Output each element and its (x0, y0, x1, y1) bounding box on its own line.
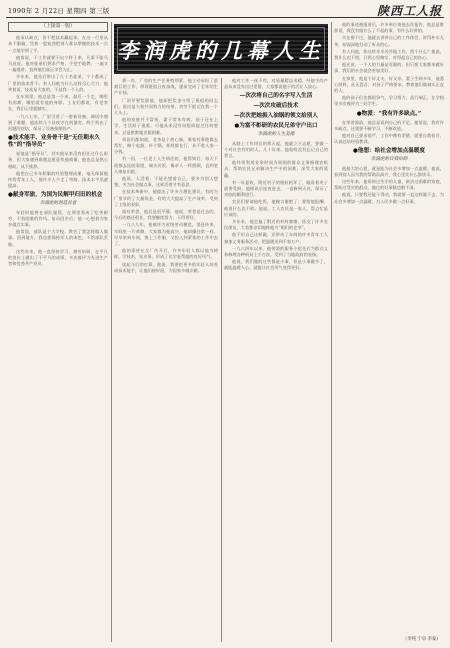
article-column-3: 他对工作一丝不苟，对质量精益求精，经他手的产品从来没有出过差错，大家都说他干的活让人放心。 —次次将自己的名字写入生活 —次次攻破后技术 —次次把她振入油锅的领文给别人 ●为富不彰研的农民兄弟守户出口 李润虎的人生美德 从踏上工作岗位的那天起，他就立下志愿，要做一个对社会有用的人。几十年来，他始终没有忘记自己的誓言。 他经常利用业余时间为周围的群众义务修理农机具，帮助农民兄弟解决生产中的困难，深受大家的爱戴。 有一年夏收，附近村子的脱粒机坏了，眼看着麦子就要受损，他闻讯后连夜赶去，一直修到天亮，保证了麦收的顺利进行。 农民们要请他吃饭，他婉言谢绝了；要给他报酬，他说什么也不收。他说，工人农民是一家人，帮点忙是应该的。 多年来，他走遍了附近的村村寨寨，结交了许多农民朋友，大家都亲切地称他为“咱们的老李”。 他不但自己这样做，还带动了车间的许多青年工人参加义务服务活动，把温暖送到千家万户。 一九八四年以来，他带领的服务小组先后为群众义务修理各种机具上千台次，受到了当地政府的表扬。 他说，我们做的这些都是小事，但是小事做多了，就能温暖人心，就能让社会风气变得更好。 (224, 78, 328, 271)
section-heading: —次次将自己的名字写入生活 (239, 93, 313, 100)
masthead (6, 4, 444, 18)
section-heading: ●献身军旅，为国为民解甲归田的机会 (8, 192, 103, 199)
byline: （李纯 宁卓 李泰) (402, 637, 438, 642)
article-column-2: 那一年，厂里的生产任务特别紧，他主动承担了最艰巨的工作，带领班组日夜奋战，提前完成了全年的生产计划。 厂领导要奖励他，他却把奖金分给了班组的同志们，说这是大家共同努力的结果，功劳不能记在我一个人头上。 他的家庭并不富裕，妻子常年有病，孩子还在上学，生活担子很重。可他从来没有向组织提过任何要求，总是默默地克服困难。 邻居们都知道，老李是个热心肠，谁家有事他都去帮忙，修个电器，补个锅，样样都在行，从不收人家一分钱。 有一回，一位老工人生病住院，他得知后，每天下班都去医院看望，端水送饭，像亲人一样照顾，直到老人康复出院。 他说，人活着，不能光想着自己，要多为别人想想，多为社会做点事，这样活着才有意思。 在技术革新中，他提出了许多合理化建议，有的为厂里节约了大量资金，有的大大提高了生产效率，受到了上级的表彰。 面对荣誉，他总是很平静，他说，荣誉是过去的，今后的路还很长，我要继续努力，干得更好。 一九八九年，他被评为省级劳动模范，消息传来，车间里一片欢腾，大家都为他高兴，他却像往常一样，早早来到车间，换上工作服，又投入到紧张的工作中去了。 他的事迹在全厂传开后，许多年轻人都以他为榜样，学技术，钻业务，形成了比学赶帮超的良好风气。 谈起今后的打算，他说，我要把更多的年轻人培养成技术能手，让他们接好班，为国家多做贡献。 (114, 78, 218, 273)
newspaper-name: 陕西工人报 (376, 4, 442, 18)
article-title: 李润虎的几幕人生 (117, 38, 325, 63)
continued-tag: （上接第一版） (8, 22, 108, 32)
section-heading: —次次把她振入油锅的领文给别人 (234, 113, 318, 120)
section-heading: ●技术能手、业务骨干是“无任期永久性”的“指导员” (8, 135, 101, 149)
section-subheading: 李润虎的创造具意 (39, 201, 77, 207)
section-subheading: 李润虎的自我信仰 (370, 157, 408, 163)
issue-date: 1990年 2 月22日 星期四 第三版 (8, 7, 110, 15)
section-heading: ●他想：给社会增加点温暖度 (352, 148, 425, 155)
section-heading: —次次攻破后技术 (253, 103, 299, 110)
section-subheading: 李润虎的人生美德 (257, 132, 295, 138)
section-heading: ●为富不彰研的农民兄弟守户出口 (234, 123, 318, 130)
article-column-4: 他的事迹被报道后，许多单位请他去作报告，他总是推辞说，我没有做什么了不起的事，有什么好讲的。 实在推不过，他就去讲讲自己的工作体会，讲得朴实无华，却深深地打动了听众的心。 有人问他，你这样辛辛苦苦地工作，图个什么？他说，我什么也不图，只图心里踏实，对得起自己的良心。 他还说，一个人的力量是有限的，但只要大家都来做好事，我们的社会就会更加美好。 在家里，他是个好丈夫、好父亲。妻子生病多年，他悉心照料，从无怨言；对孩子严格要求，教育他们做诚实正直的人。 他的孩子们也都很争气，学习努力，品行端正，在学校里多次被评为三好学生。 ●物派：“我有许多缺点。” 在荣誉面前，他总是看到自己的不足。他常说，我有许多缺点，还需要不断学习，不断改进。 他对自己要求很严，工作中稍有差错，就要自我检讨，认真总结经验教训。 ●他想：给社会增加点温暖度 李润虎的自我信仰 他最大的心愿，就是能为社会多增加一点温暖。他说，看到别人因为我的帮助而高兴，我心里比什么都快乐。 这些年来，他资助过失学的儿童，救济过困难的家庭，帮助过受灾的群众，做过的好事数也数不清。 他说，只要我还能干得动，我就要一直这样做下去，为社会多增加一点温暖，为人民多做一点好事。 (334, 22, 444, 204)
section-heading: ●物派：“我有许多缺点。” (356, 110, 422, 117)
article-column-1: （上接第一版） 他承认缺点，但不把技术藏起来。在这一行里从来不服输，凭着一股钻劲把别人难以掌握的技术一点一点地学到了手。 他常说，干工作就要干出个样子来，凡事不能马马虎虎。他对徒弟们要求严格，手把手地教，一遍又一遍地讲，直到他们真正学会为止。 多年来，他先后带出了几十名徒弟，个个都成了厂里的技术骨干。有人问他为什么这样尽心尽力，他笑着说，技术是大家的，不是我一个人的。 在车间里，他总是第一个来，最后一个走，哪里有困难，哪里就有他的身影。工友们都说，有老李在，我们心里就踏实。 一九八七年，厂里引进了一套新设备，调试中遇到了难题，他连续几个昼夜守在机器旁，终于找出了问题的症结，保证了设备按期投产。 ●技术能手、业务骨干是“无任期永久性”的“指导员” 说他是“指导员”，其实他从来没有担任过什么职务，但大家遇到难题总愿意找他商量，他也总是热心相助，从不推辞。 他把自己多年积累的经验整理成册，毫无保留地传给青年工人，使许多人少走了弯路，技术水平迅速提高。 ●献身军旅，为国为民解甲归田的机会 李润虎的创造具意 年轻时他曾在部队服役，在那里养成了吃苦耐劳、不怕困难的作风。复员回乡后，他一心想着为家乡做点实事。 他常说，部队是个大学校，教会了我怎样做人做事。回到地方，我也要保持军人的本色，不给部队丢脸。 这些年来，他一直坚持学习，刻苦钻研，在平凡的岗位上做出了不平凡的成绩，多次被评为先进生产者和优秀共产党员。 (8, 24, 108, 267)
title-banner (114, 24, 328, 74)
column-divider (111, 22, 112, 642)
column-divider (221, 78, 222, 642)
column-divider (331, 22, 332, 642)
